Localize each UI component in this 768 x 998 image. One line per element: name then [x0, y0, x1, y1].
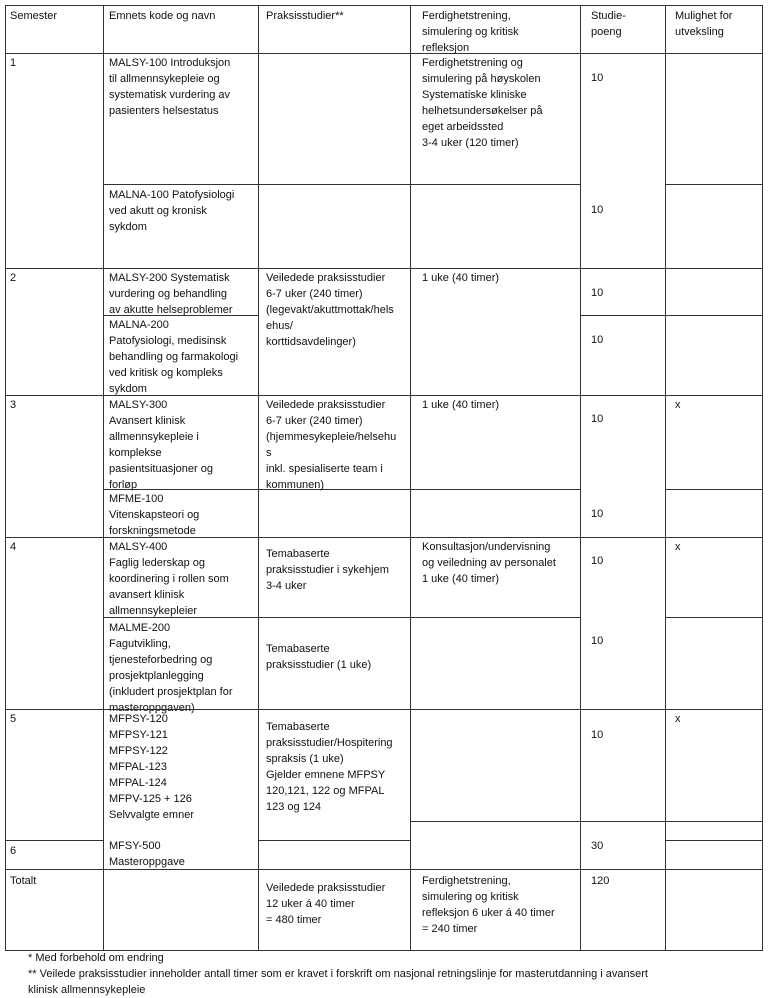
- footnote-1: * Med forbehold om endring: [28, 952, 164, 964]
- header-credits: Studie- poeng: [591, 10, 626, 38]
- exchange-semester-3: x: [675, 399, 681, 411]
- footnote-3: klinisk allmennsykepleie: [28, 984, 146, 996]
- semester-1: 1: [10, 57, 17, 69]
- course-malsy-100: MALSY-100 Introduksjon til allmennsykepleie og systematisk vurdering av pasienters helsestatus: [109, 57, 231, 117]
- skills-total: Ferdighetstrening, simulering og kritisk refleksjon 6 uker á 40 timer = 240 timer: [422, 875, 555, 935]
- course-mfme-100: MFME-100 Vitenskapsteori og forskningsmetode: [109, 493, 200, 537]
- credits-malsy-300: 10: [591, 413, 604, 425]
- semester-2: 2: [10, 272, 17, 284]
- grid-line-horizontal: [665, 617, 763, 618]
- course-malsy-200: MALSY-200 Systematisk vurdering og behandling av akutte helseproblemer: [109, 272, 233, 316]
- grid-line-horizontal: [665, 489, 763, 490]
- grid-line-vertical: [580, 5, 581, 951]
- header-course: Emnets kode og navn: [109, 10, 216, 22]
- credits-malsy-400: 10: [591, 555, 604, 567]
- semester-4: 4: [10, 541, 17, 553]
- credits-malna-100: 10: [591, 204, 604, 216]
- credits-malsy-100: 10: [591, 72, 604, 84]
- credits-electives: 10: [591, 729, 604, 741]
- grid-line-horizontal: [258, 840, 411, 841]
- grid-line-vertical: [762, 5, 763, 951]
- course-malna-100: MALNA-100 Patofysiologi ved akutt og kronisk sykdom: [109, 189, 235, 233]
- grid-line-horizontal: [665, 840, 763, 841]
- grid-line-horizontal: [5, 5, 763, 6]
- header-exchange: Mulighet for utveksling: [675, 10, 733, 38]
- practice-semester-3: Veiledede praksisstudier 6-7 uker (240 timer) (hjemmesykepleie/helsehu s inkl. spesialiserte team i kommunen): [266, 399, 397, 491]
- credits-malna-200: 10: [591, 334, 604, 346]
- course-malna-200: MALNA-200 Patofysiologi, medisinsk behandling og farmakologi ved kritisk og kompleks sykdom: [109, 319, 239, 395]
- skills-semester-3: 1 uke (40 timer): [422, 399, 500, 411]
- grid-line-horizontal: [410, 821, 763, 822]
- practice-malme-200: Temabaserte praksisstudier (1 uke): [266, 643, 372, 671]
- grid-line-vertical: [103, 5, 104, 951]
- course-electives: MFPSY-120 MFPSY-121 MFPSY-122 MFPAL-123 MFPAL-124 MFPV-125 + 126 Selvvalgte emner: [109, 713, 194, 821]
- semester-total: Totalt: [10, 875, 37, 887]
- grid-line-horizontal: [580, 315, 763, 316]
- grid-line-vertical: [258, 5, 259, 951]
- practice-total: Veiledede praksisstudier 12 uker á 40 timer = 480 timer: [266, 882, 386, 926]
- exchange-semester-4: x: [675, 541, 681, 553]
- grid-line-horizontal: [5, 53, 763, 54]
- grid-line-horizontal: [5, 840, 104, 841]
- grid-line-horizontal: [103, 184, 581, 185]
- semester-3: 3: [10, 399, 17, 411]
- grid-line-vertical: [665, 5, 666, 951]
- course-malsy-300: MALSY-300 Avansert klinisk allmennsykepleie i komplekse pasientsituasjoner og forløp: [109, 399, 213, 491]
- header-practice: Praksisstudier**: [266, 10, 344, 22]
- credits-total: 120: [591, 875, 610, 887]
- footnote-2: ** Veilede praksisstudier inneholder antall timer som er kravet i forskrift om nasjonal retningslinje for masterutdanning i avansert: [28, 968, 648, 980]
- credits-mfme-100: 10: [591, 508, 604, 520]
- skills-semester-4: Konsultasjon/undervisning og veiledning av personalet 1 uke (40 timer): [422, 541, 556, 585]
- credits-malme-200: 10: [591, 635, 604, 647]
- semester-6: 6: [10, 845, 17, 857]
- course-malme-200: MALME-200 Fagutvikling, tjenesteforbedring og prosjektplanlegging (inkludert prosjektplan for masteroppgaven): [109, 622, 233, 714]
- skills-semester-2: 1 uke (40 timer): [422, 272, 500, 284]
- grid-line-horizontal: [5, 268, 763, 269]
- grid-line-vertical: [5, 5, 6, 951]
- practice-malsy-400: Temabaserte praksisstudier i sykehjem 3-4 uker: [266, 548, 389, 592]
- practice-semester-2: Veiledede praksisstudier 6-7 uker (240 timer) (legevakt/akuttmottak/hels ehus/ korttidsavdelinger): [266, 272, 394, 348]
- header-semester: Semester: [10, 10, 58, 22]
- semester-5: 5: [10, 713, 17, 725]
- course-mfsy-500: MFSY-500 Masteroppgave: [109, 840, 185, 868]
- header-skills: Ferdighetstrening, simulering og kritisk refleksjon: [422, 10, 519, 54]
- credits-malsy-200: 10: [591, 287, 604, 299]
- grid-line-horizontal: [665, 184, 763, 185]
- credits-mfsy-500: 30: [591, 840, 604, 852]
- exchange-semester-5: x: [675, 713, 681, 725]
- course-malsy-400: MALSY-400 Faglig lederskap og koordinering i rollen som avansert klinisk allmennsykepleier: [109, 541, 229, 617]
- practice-semester-5: Temabaserte praksisstudier/Hospitering spraksis (1 uke) Gjelder emnene MFPSY 120,121, 122 og MFPAL 123 og 124: [266, 721, 393, 813]
- skills-semester-1: Ferdighetstrening og simulering på høyskolen Systematiske kliniske helhetsundersøkelser på eget arbeidssted 3-4 uker (120 timer): [422, 57, 543, 149]
